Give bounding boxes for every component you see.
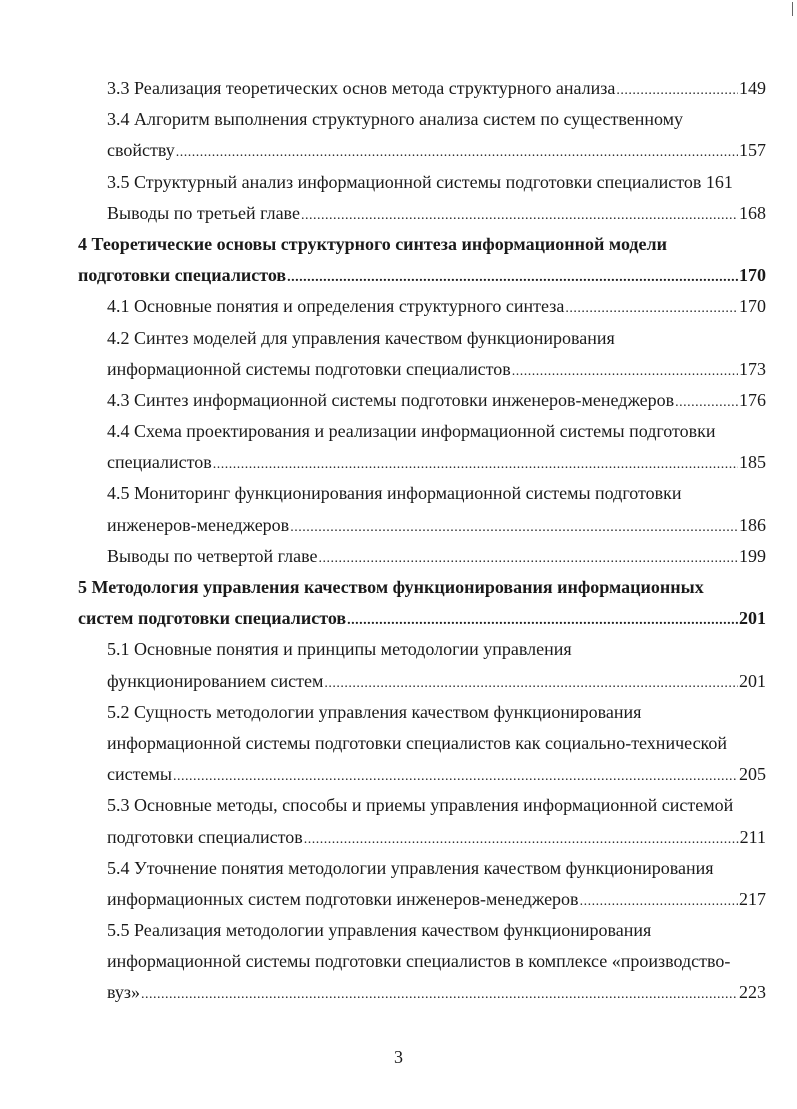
toc-entry-text: вуз» (107, 982, 140, 1003)
toc-page-number: 173 (739, 358, 766, 379)
toc-entry-text: информационной системы подготовки специалистов в комплексе «производство- (107, 951, 731, 972)
toc-line (78, 915, 766, 946)
toc-leader-dots (173, 761, 738, 792)
toc-entry-text: 5.5 Реализация методологии управления качеством функционирования (107, 920, 652, 941)
toc-line (78, 884, 766, 915)
toc-entry-text: 3.5 Структурный анализ информационной системы подготовки специалистов 161 (107, 171, 733, 192)
toc-leader-dots (565, 293, 738, 324)
toc-page-number: 168 (739, 202, 766, 223)
toc-page-number: 186 (739, 514, 766, 535)
toc-page-number: 199 (739, 545, 766, 566)
toc-page-number: 185 (739, 452, 766, 473)
toc-line (78, 510, 766, 541)
toc-line (78, 478, 766, 509)
table-of-contents (78, 73, 766, 1009)
toc-entry-text: специалистов (107, 452, 212, 473)
toc-line (78, 447, 766, 478)
page-number: 3 (394, 1047, 403, 1067)
toc-entry-text: 4.3 Синтез информационной системы подготовки инженеров-менеджеров (107, 389, 675, 410)
toc-page-number: 201 (739, 670, 766, 691)
toc-leader-dots (213, 449, 738, 480)
toc-page-number: 205 (739, 764, 766, 785)
toc-entry-text: 3.4 Алгоритм выполнения структурного анализа систем по существенному (107, 109, 684, 130)
toc-leader-dots (580, 886, 738, 917)
toc-page-number: 223 (739, 982, 766, 1003)
toc-line (78, 790, 766, 821)
toc-line (78, 541, 766, 572)
toc-line (78, 977, 766, 1008)
toc-line (78, 104, 766, 135)
toc-leader-dots (347, 605, 738, 636)
toc-leader-dots (304, 824, 739, 855)
toc-entry-text: 4.5 Мониторинг функционирования информационной системы подготовки (107, 483, 682, 504)
toc-entry-text: информационной системы подготовки специалистов как социально-технической (107, 732, 728, 753)
toc-entry-text: систем подготовки специалистов (78, 608, 347, 629)
toc-line (78, 73, 766, 104)
toc-leader-dots (675, 387, 738, 418)
toc-line (78, 291, 766, 322)
toc-page-number: 157 (739, 140, 766, 161)
toc-entry-text: инженеров-менеджеров (107, 514, 290, 535)
toc-entry-text: 5.2 Сущность методологии управления качеством функционирования (107, 701, 642, 722)
toc-line (78, 135, 766, 166)
toc-entry-text: 5.1 Основные понятия и принципы методологии управления (107, 639, 572, 660)
toc-line (78, 198, 766, 229)
toc-line (78, 323, 766, 354)
toc-line (78, 634, 766, 665)
toc-line (78, 853, 766, 884)
toc-entry-text: информационной системы подготовки специалистов (107, 358, 511, 379)
toc-page-number: 211 (739, 826, 766, 847)
toc-leader-dots (301, 200, 738, 231)
toc-line (78, 167, 766, 198)
toc-page-number: 170 (739, 296, 766, 317)
toc-entry-text: информационных систем подготовки инженеров-менеджеров (107, 888, 579, 909)
toc-line (78, 666, 766, 697)
toc-line (78, 354, 766, 385)
toc-line (78, 416, 766, 447)
toc-entry-text: Выводы по четвертой главе (107, 545, 318, 566)
toc-entry-text: 4.2 Синтез моделей для управления качеством функционирования (107, 327, 615, 348)
scan-corner-mark (786, 2, 793, 16)
toc-entry-text: 3.3 Реализация теоретических основ метода структурного анализа (107, 78, 616, 98)
toc-entry-text: 5 Методология управления качеством функционирования информационных (78, 577, 704, 597)
toc-line (78, 946, 766, 977)
toc-line (78, 603, 766, 634)
toc-line (78, 822, 766, 853)
toc-page-number: 149 (739, 78, 766, 98)
toc-line (78, 260, 766, 291)
toc-line (78, 728, 766, 759)
toc-page-number: 170 (739, 265, 766, 286)
toc-entry-text: Выводы по третьей главе (107, 202, 300, 223)
toc-leader-dots (176, 137, 738, 168)
toc-entry-text: подготовки специалистов (78, 265, 287, 286)
toc-leader-dots (512, 356, 738, 387)
toc-leader-dots (141, 979, 738, 1010)
toc-entry-text: свойству (107, 140, 175, 161)
toc-entry-text: функционированием систем (107, 670, 324, 691)
toc-entry-text: 4 Теоретические основы структурного синтеза информационной модели (78, 233, 667, 254)
toc-entry-text: 5.4 Уточнение понятия методологии управления качеством функционирования (107, 857, 714, 878)
toc-leader-dots (324, 668, 738, 699)
toc-line (78, 229, 766, 260)
toc-line (78, 385, 766, 416)
toc-leader-dots (318, 543, 738, 574)
toc-leader-dots (290, 512, 738, 543)
toc-leader-dots (616, 75, 738, 106)
toc-entry-text: 5.3 Основные методы, способы и приемы управления информационной системой (107, 795, 734, 816)
toc-line (78, 697, 766, 728)
toc-entry-text: подготовки специалистов (107, 826, 303, 847)
toc-page-number: 217 (739, 888, 766, 909)
toc-entry-text: 4.4 Схема проектирования и реализации информационной системы подготовки (107, 421, 716, 442)
toc-entry-text: системы (107, 764, 172, 785)
toc-page-number: 201 (739, 608, 766, 629)
toc-leader-dots (287, 262, 738, 293)
toc-page-number: 176 (739, 389, 766, 410)
toc-line (78, 572, 766, 603)
toc-line (78, 759, 766, 790)
toc-entry-text: 4.1 Основные понятия и определения структурного синтеза (107, 296, 565, 317)
